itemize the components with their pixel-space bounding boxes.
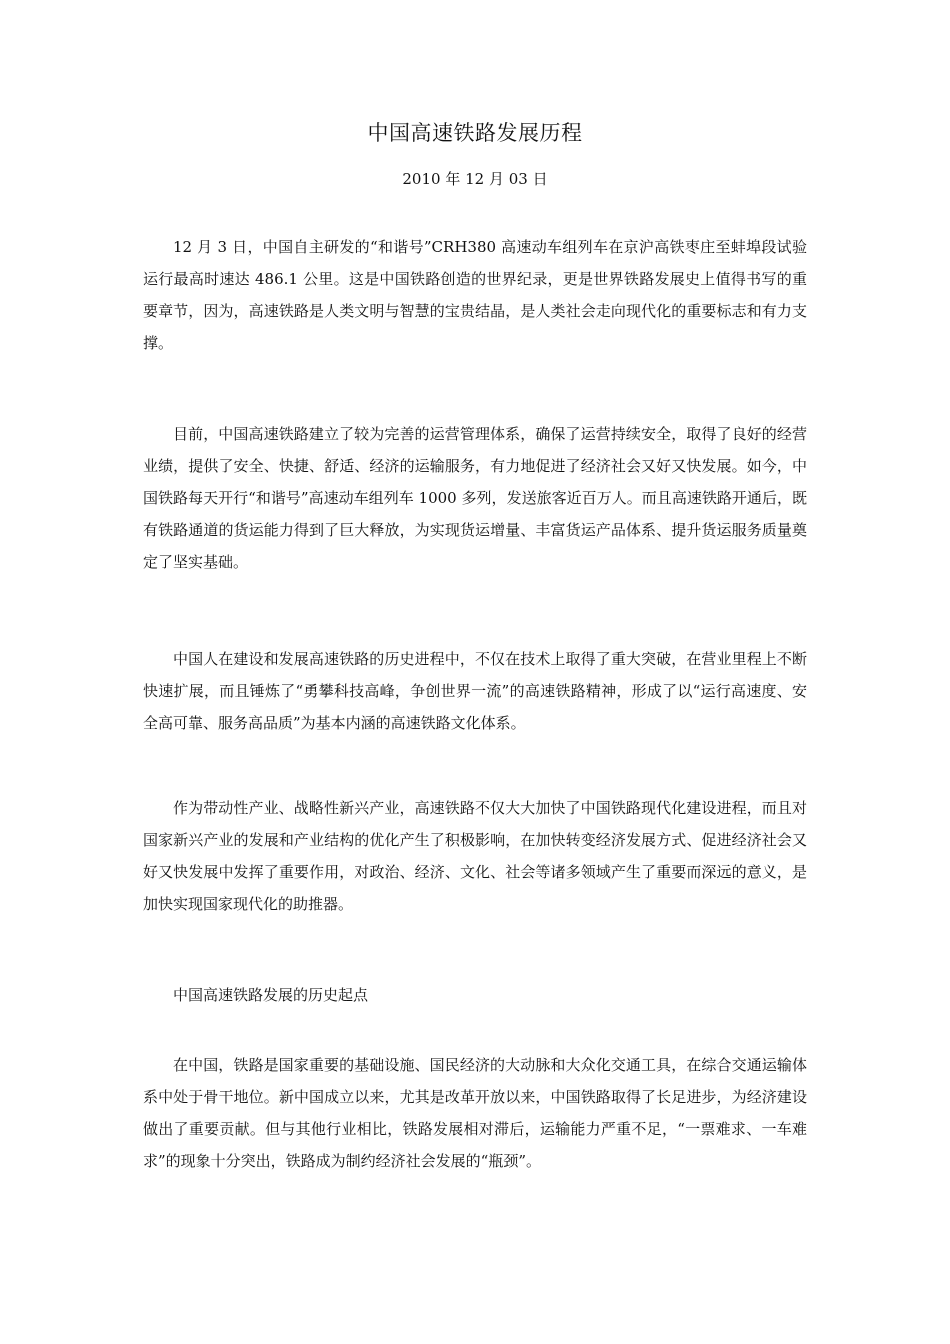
paragraph: 12 月 3 日，中国自主研发的“和谐号”CRH380 高速动车组列车在京沪高铁枣庄至蚌埠段试验运行最高时速达 486.1 公里。这是中国铁路创造的世界纪录，更是世界铁路发展史上值得书写的重要章节，因为，高速铁路是人类文明与智慧的宝贵结晶，是人类社会走向现代化的重要标志和有力支撑。 [143,238,807,352]
document-date: 2010 年 12 月 03 日 [402,170,548,188]
section-heading: 中国高速铁路发展的历史起点 [173,986,369,1004]
paragraph: 作为带动性产业、战略性新兴产业，高速铁路不仅大大加快了中国铁路现代化建设进程，而且对国家新兴产业的发展和产业结构的优化产生了积极影响，在加快转变经济发展方式、促进经济社会又好又快发展中发挥了重要作用，对政治、经济、文化、社会等诸多领域产生了重要而深远的意义，是加快实现国家现代化的助推器。 [143,799,807,913]
paragraph: 中国人在建设和发展高速铁路的历史进程中，不仅在技术上取得了重大突破，在营业里程上不断快速扩展，而且锤炼了“勇攀科技高峰，争创世界一流”的高速铁路精神，形成了以“运行高速度、安全高可靠、服务高品质”为基本内涵的高速铁路文化体系。 [143,650,807,732]
paragraph: 目前，中国高速铁路建立了较为完善的运营管理体系，确保了运营持续安全，取得了良好的经营业绩，提供了安全、快捷、舒适、经济的运输服务，有力地促进了经济社会又好又快发展。如今，中国铁路每天开行“和谐号”高速动车组列车 1000 多列，发送旅客近百万人。而且高速铁路开通后，既有铁路通道的货运能力得到了巨大释放，为实现货运增量、丰富货运产品体系、提升货运服务质量奠定了坚实基础。 [143,425,807,571]
document-title: 中国高速铁路发展历程 [367,121,583,145]
paragraph: 在中国，铁路是国家重要的基础设施、国民经济的大动脉和大众化交通工具，在综合交通运输体系中处于骨干地位。新中国成立以来，尤其是改革开放以来，中国铁路取得了长足进步，为经济建设做出了重要贡献。但与其他行业相比，铁路发展相对滞后，运输能力严重不足，“一票难求、一车难求”的现象十分突出，铁路成为制约经济社会发展的“瓶颈”。 [143,1056,807,1170]
